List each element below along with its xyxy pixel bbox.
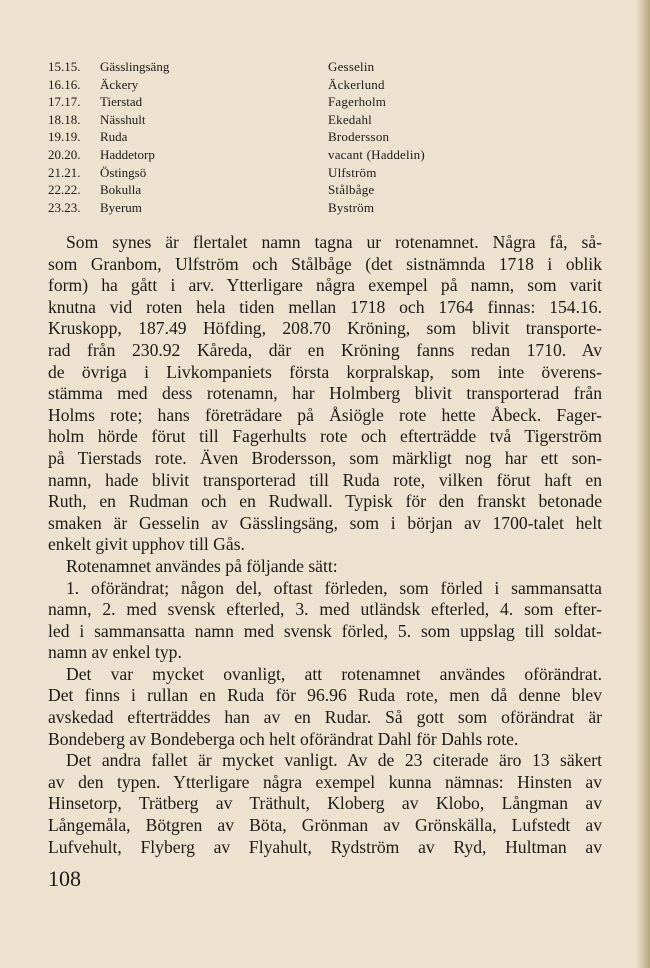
list-surname: Ulfström (328, 164, 377, 180)
text-line: av den typen. Ytterligare några exempel kunna nämnas: Hinsten av (48, 771, 602, 792)
list-row (48, 199, 488, 217)
list-number: 15.15. (48, 59, 81, 74)
text-line: Holms rote; hans företrädare på Åsiögle rote hette Åbeck. Fager- (48, 404, 602, 425)
text-line: Långemåla, Bötgren av Böta, Grönman av Grönskälla, Lufstedt av (48, 815, 602, 836)
list-surname: Ekedahl (328, 111, 372, 127)
list-row (48, 181, 488, 199)
body-text (48, 232, 602, 858)
list-place: Nässhult (100, 111, 146, 127)
text-line: 1. oförändrat; någon del, oftast förleden, som förled i sammansatta (66, 577, 602, 598)
text-line: smaken är Gesselin av Gässlingsäng, som i början av 1700-talet helt (48, 512, 602, 533)
list-number: 22.22. (48, 182, 81, 198)
page-edge-shadow (636, 0, 650, 968)
list-number: 19.19. (48, 129, 81, 145)
list-place: Gässlingsäng (100, 59, 170, 74)
list-number: 23.23. (48, 199, 81, 215)
list-place: Haddetorp (100, 146, 155, 162)
text-line: Ruth, en Rudman och en Rudwall. Typisk för den franskt betonade (48, 491, 602, 512)
text-line: på Tierstads rote. Även Brodersson, som märkligt nog har ett son- (48, 447, 602, 468)
list-row (48, 76, 488, 94)
page-number: 108 (48, 866, 81, 891)
text-line: led i sammansatta namn med svensk förled, 5. som uppslag till soldat- (48, 620, 602, 641)
list-surname: Gesselin (328, 59, 375, 74)
list-place: Ruda (100, 129, 128, 145)
list-row (48, 93, 488, 111)
list-place: Östingsö (100, 164, 147, 180)
list-row (48, 164, 488, 182)
text-line: holm hörde förut till Fagerhults rote och efterträdde två Tigerström (48, 426, 602, 447)
text-line: de övriga i Livkompaniets första korpralskap, som inte överens- (48, 361, 602, 382)
list-row (48, 128, 488, 146)
text-line: Rotenamnet användes på följande sätt: (66, 555, 338, 576)
paragraph (48, 232, 602, 556)
text-line: namn, 2. med svensk efterled, 3. med utländsk efterled, 4. som efter- (48, 599, 602, 620)
text-line: Bondeberg av Bondeberga och helt oförändrat Dahl för Dahls rote. (48, 728, 519, 749)
list-row (48, 146, 488, 164)
paragraph (48, 578, 602, 664)
rote-list (48, 58, 488, 216)
text-line: namn av enkel typ. (48, 642, 182, 663)
text-line: form) ha gått i arv. Ytterligare några exempel på namn, som varit (48, 275, 602, 296)
text-line: stämma med dess rotenamn, har Holmberg blivit transporterad från (48, 383, 602, 404)
paragraph (48, 556, 602, 578)
text-line: som Granbom, Ulfström och Stålbåge (det sistnämnda 1718 i oblik (48, 253, 602, 274)
text-line: Hinsetorp, Trätberg av Träthult, Kloberg av Klobo, Långman av (48, 793, 602, 814)
text-line: Som synes är flertalet namn tagna ur rotenamnet. Några få, så- (66, 232, 602, 252)
text-line: Det finns i rullan en Ruda för 96.96 Ruda rote, men då denne blev (48, 685, 602, 706)
list-row (48, 111, 488, 129)
text-line: Det andra fallet är mycket vanligt. Av de 23 citerade äro 13 säkert (66, 750, 602, 771)
list-place: Tierstad (100, 94, 143, 110)
list-number: 18.18. (48, 111, 81, 127)
list-number: 21.21. (48, 164, 81, 180)
list-number: 20.20. (48, 146, 81, 162)
list-place: Äckery (100, 76, 139, 92)
list-surname: Äckerlund (328, 76, 385, 92)
text-line: Kruskopp, 187.49 Höfding, 208.70 Kröning, som blivit transporte- (48, 318, 602, 339)
text-line: Det var mycket ovanligt, att rotenamnet användes oförändrat. (66, 663, 602, 684)
list-place: Bokulla (100, 182, 142, 198)
list-surname: Stålbåge (328, 182, 375, 198)
paragraph (48, 664, 602, 750)
text-line: enkelt givit upphov till Gås. (48, 534, 245, 555)
list-surname: vacant (Haddelin) (328, 146, 425, 162)
list-surname: Byström (328, 199, 375, 215)
list-surname: Fagerholm (328, 94, 387, 110)
list-number: 16.16. (48, 76, 81, 92)
text-line: knutna vid roten hela tiden mellan 1718 och 1764 finnas: 154.16. (48, 296, 602, 317)
text-line: avskedad efterträddes han av en Rudar. Så gott som oförändrat är (48, 707, 602, 728)
list-surname: Brodersson (328, 129, 390, 145)
paragraph (48, 750, 602, 858)
text-line: namn, hade blivit transporterad till Ruda rote, vilken förut haft en (48, 469, 602, 490)
list-place: Byerum (100, 199, 142, 215)
list-row (48, 58, 488, 76)
text-line: rad från 230.92 Kåreda, där en Kröning fanns redan 1710. Av (48, 339, 602, 360)
list-number: 17.17. (48, 94, 81, 110)
text-line: Lufvehult, Flyberg av Flyahult, Rydström av Ryd, Hultman av (48, 836, 602, 857)
